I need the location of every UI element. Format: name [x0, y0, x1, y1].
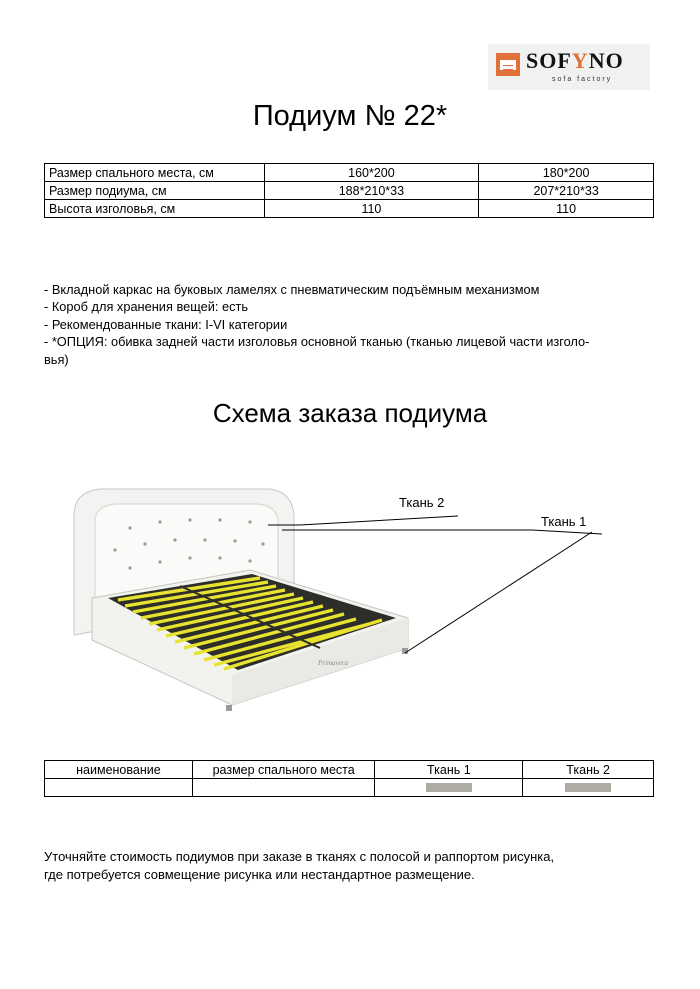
note-line: Уточняйте стоимость подиумов при заказе в тканях с полосой и раппортом рисунка, — [44, 849, 555, 864]
note-line: где потребуется совмещение рисунка или нестандартное размещение. — [44, 867, 475, 882]
table-row — [45, 200, 654, 218]
fabric1-leader — [405, 532, 592, 653]
list-item: вья) — [44, 351, 69, 367]
column-header: наименование — [45, 761, 193, 779]
spec-label: Размер подиума, см — [45, 182, 265, 200]
list-item: - *ОПЦИЯ: обивка задней части изголовья основной тканью (тканью лицевой части изголо- — [44, 334, 590, 350]
column-header: размер спального места — [192, 761, 375, 779]
column-header: Ткань 2 — [523, 761, 654, 779]
sofa-logo-icon — [496, 53, 520, 76]
spec-value-180: 207*210*33 — [479, 182, 654, 200]
fabric1-cell[interactable] — [375, 779, 523, 797]
spec-value-160: 188*210*33 — [264, 182, 479, 200]
table-row — [45, 164, 654, 182]
list-item: - Короб для хранения вещей: есть — [44, 299, 249, 315]
spec-value-180: 110 — [479, 200, 654, 218]
scheme-title: Схема заказа подиума — [212, 398, 488, 428]
fabric1-swatch — [426, 783, 472, 792]
spec-label: Высота изголовья, см — [45, 200, 265, 218]
column-header: Ткань 1 — [375, 761, 523, 779]
table-row — [45, 779, 654, 797]
fabric2-swatch — [565, 783, 611, 792]
brand-name: SOFYNO — [526, 48, 624, 73]
size-cell[interactable] — [192, 779, 375, 797]
pricing-note — [44, 848, 664, 884]
brand-logo — [488, 44, 650, 90]
fabric2-leader — [268, 516, 458, 525]
fabric1-label: Ткань 1 — [541, 514, 587, 529]
bed-logo-mark: Primavera — [318, 659, 348, 667]
table-row — [45, 182, 654, 200]
spec-value-160: 160*200 — [264, 164, 479, 182]
fabric2-label: Ткань 2 — [399, 495, 445, 510]
fabric2-cell[interactable] — [523, 779, 654, 797]
spec-table — [44, 163, 654, 218]
table-row — [45, 761, 654, 779]
bed-scheme-diagram — [0, 470, 700, 730]
list-item: - Вкладной каркас на буковых ламелях с пневматическим подъёмным механизмом — [44, 282, 540, 297]
brand-tagline: sofa factory — [552, 76, 613, 83]
spec-label: Размер спального места, см — [45, 164, 265, 182]
spec-value-160: 110 — [264, 200, 479, 218]
features-list — [44, 281, 658, 368]
page-title: Подиум № 22* — [252, 100, 448, 132]
name-cell[interactable] — [45, 779, 193, 797]
spec-value-180: 180*200 — [479, 164, 654, 182]
order-table — [44, 760, 654, 797]
list-item: - Рекомендованные ткани: I-VI категории — [44, 316, 288, 332]
